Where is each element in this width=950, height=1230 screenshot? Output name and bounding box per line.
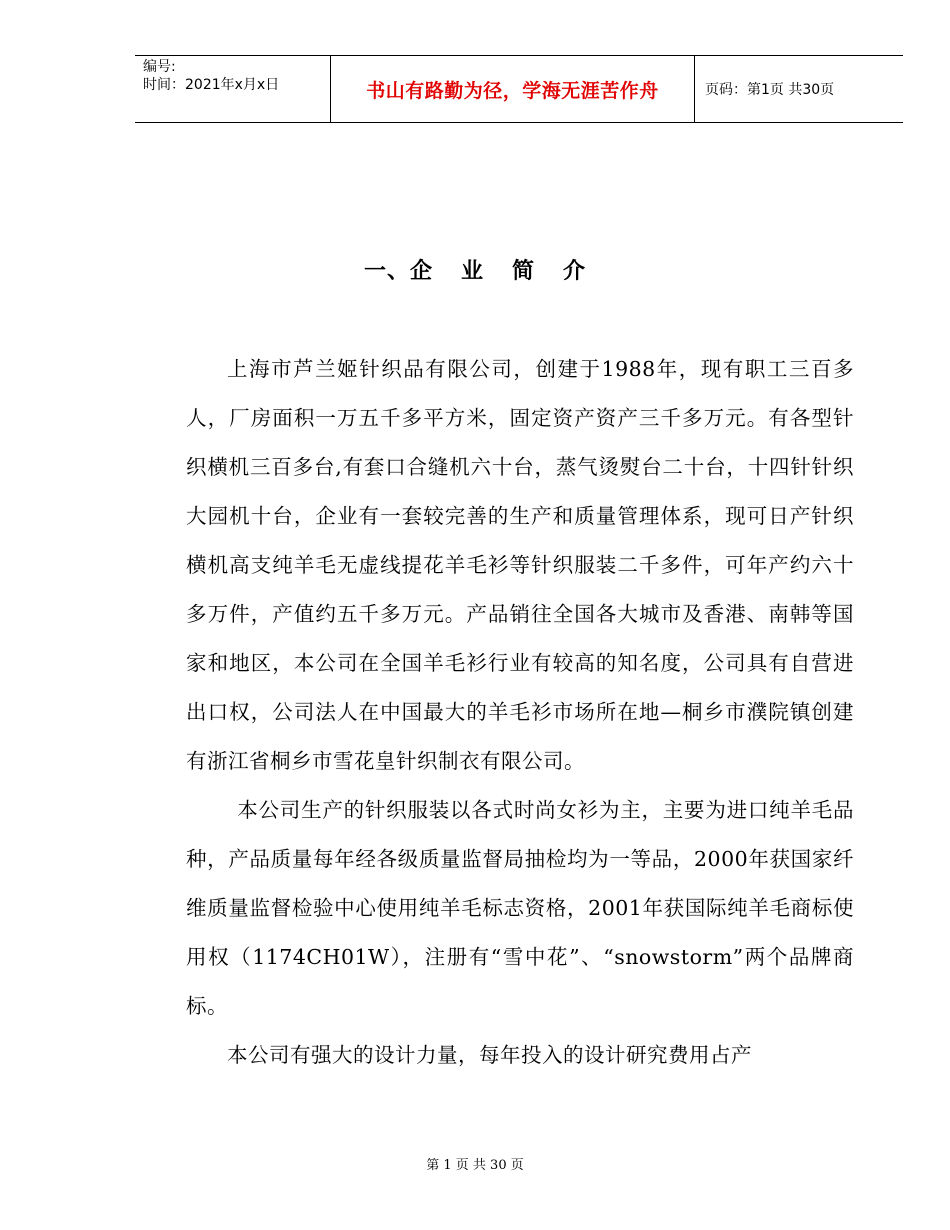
- section-title-char: 介: [563, 259, 587, 284]
- body-paragraph: 本公司生产的针织服装以各式时尚女衫为主，主要为进口纯羊毛品种，产品质量每年经各级质量监督局抽检均为一等品，2000年获国家纤维质量监督检验中心使用纯羊毛标志资格，2001年获国际纯羊毛商标使用权（1174CH01W），注册有“雪中花”、“snowstorm”两个品牌商标。: [186, 798, 854, 1018]
- header-page-info: 页码：第1页 共30页: [705, 82, 835, 98]
- section-title-char: 简: [512, 259, 536, 284]
- page-footer: 第 1 页 共 30 页: [426, 1158, 524, 1173]
- header-meta: [135, 56, 331, 122]
- document-date: 时间：2021年x月x日: [143, 77, 280, 93]
- section-title: [0, 254, 950, 285]
- body-paragraph: 上海市芦兰姬针织品有限公司，创建于1988年，现有职工三百多人，厂房面积一万五千多平方米，固定资产资产三千多万元。有各型针织横机三百多台,有套口合缝机六十台，蒸气烫熨台二十台，十四针针织大园机十台，企业有一套较完善的生产和质量管理体系，现可日产针织横机高支纯羊毛无虚线提花羊毛衫等针织服装二千多件，可年产约六十多万件，产值约五千多万元。产品销往全国各大城市及香港、南韩等国家和地区，本公司在全国羊毛衫行业有较高的知名度，公司具有自营进出口权，公司法人在中国最大的羊毛衫市场所在地—桐乡市濮院镇创建有浙江省桐乡市雪花皇针织制衣有限公司。: [186, 357, 854, 773]
- document-body: [186, 345, 854, 1080]
- section-title-prefix: 一、企: [363, 259, 433, 284]
- body-paragraph: 本公司有强大的设计力量，每年投入的设计研究费用占产: [227, 1043, 752, 1067]
- document-number-label: 编号:: [143, 59, 176, 75]
- page-header: [135, 55, 903, 123]
- section-title-char: 业: [460, 259, 484, 284]
- header-motto: 书山有路勤为径，学海无涯苦作舟: [331, 56, 695, 122]
